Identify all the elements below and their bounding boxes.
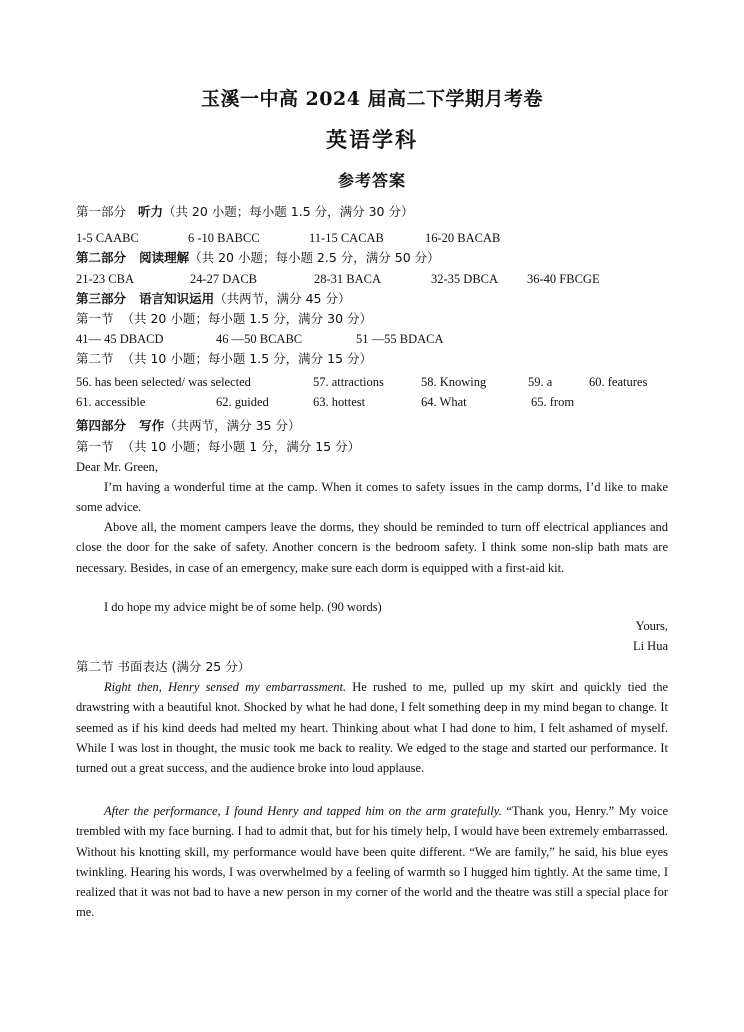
part3-heading [76,291,350,307]
part2-answer-group: 24-27 DACB [190,272,258,286]
essay-lead-sentence: Right then, Henry sensed my embarrassment. [104,680,347,694]
essay-body: “Thank you, Henry.” My voice trembled with my face burning. I had to admit that, but for his timely help, I would have been extremely embarrassed. Without his knotting skill, my performance would have been quite different. “We are family,” he said, his blue eyes twinkling. Hearing his words, I was overwhelmed by a feeling of warmth so I hugged him tightly. At the same time, I realized that it was not bad to have a new person in my corner of the world and the theatre was still a special place for me. [76,804,669,920]
grammar-answer: 63. hottest [313,395,366,409]
part1-label: 第一部分 [76,204,127,219]
part4-name: 写作 [139,418,165,433]
essay-paragraph [76,801,668,923]
grammar-answer: 65. from [531,395,575,409]
part3-section1-answer-group: 41— 45 DBACD [76,332,164,346]
part1-answer-group: 1-5 CAABC [76,231,139,245]
part2-answer-group: 32-35 DBCA [431,272,499,286]
subject-title: 英语学科 [326,127,418,152]
part4-label: 第四部分 [76,418,127,433]
grammar-answer: 60. features [589,375,648,389]
part3-section1-label: 第一节 [76,311,114,326]
part1-name: 听力 [137,204,163,219]
part1-answer-group: 16-20 BACAB [425,231,501,245]
letter-signature: Li Hua [632,639,668,653]
part2-label: 第二部分 [76,250,127,265]
letter-paragraph: Above all, the moment campers leave the dorms, they should be reminded to turn off electrical appliances and close the door for the sake of safety. Another concern is the bedroom safety. I think some non-slip bath mats are necessary. Besides, in case of an emergency, make sure each dorm is equipped with a first-aid kit. [76,520,668,575]
part3-section1-answer-group: 46 —50 BCABC [216,332,303,346]
part3-section1-heading [76,311,372,327]
letter-paragraph: I’m having a wonderful time at the camp. When it comes to safety issues in the camp dorms, I’d like to make some advice. [76,480,668,515]
grammar-answer: 61. accessible [76,395,146,409]
part1-answer-group: 11-15 CACAB [309,231,384,245]
part3-section1-answer-group: 51 —55 BDACA [356,332,444,346]
answer-key-title: 参考答案 [337,171,406,190]
part2-note: （共 20 小题；每小题 2.5 分，满分 50 分） [189,250,440,265]
letter-greeting: Dear Mr. Green, [76,460,158,474]
essay-body: He rushed to me, pulled up my skirt and quickly tied the drawstring with a beautiful knot. Shocked by what he had done, I felt something deep in my mind began to change. It seemed as if his kind deeds had melted my heart. Thinking about what I had done to him, I felt ashamed of myself. While I was lost in thought, the music took me back to reality. We edged to the stage and started our performance. It turned out a great success, and the audience broke into loud applause. [76,680,668,776]
part2-answer-group: 36-40 FBCGE [527,272,600,286]
essay-paragraph [76,677,668,778]
letter-closing: Yours, [635,619,668,633]
part4-section2-label: 第二节 [76,659,114,674]
grammar-answer: 59. a [528,375,553,389]
part3-note: （共两节，满分 45 分） [214,291,351,306]
part4-section1-note: （共 10 小题；每小题 1 分，满分 15 分） [121,439,361,454]
part4-heading [76,418,300,434]
exam-title: 玉溪一中高 2024 届高二下学期月考卷 [200,88,544,110]
part2-heading [76,250,440,266]
letter-paragraph: I do hope my advice might be of some help. (90 words) [104,600,382,614]
part2-answer-group: 21-23 CBA [76,272,134,286]
part4-section1-label: 第一节 [76,439,114,454]
part1-answer-group: 6 -10 BABCC [188,231,260,245]
grammar-answer: 56. has been selected/ was selected [76,375,251,389]
essay-lead-sentence: After the performance, I found Henry and tapped him on the arm gratefully. [104,804,502,818]
grammar-answer: 62. guided [216,395,269,409]
part3-section2-heading [76,351,372,367]
part4-section2-note: (满分 25 分） [171,659,251,674]
grammar-answer: 64. What [421,395,467,409]
grammar-answer: 58. Knowing [421,375,487,389]
part4-section2-name: 书面表达 [117,659,168,674]
part3-name: 语言知识运用 [139,291,215,306]
part3-section2-note: （共 10 小题；每小题 1.5 分，满分 15 分） [121,351,373,366]
part2-answer-group: 28-31 BACA [314,272,382,286]
part3-section2-label: 第二节 [76,351,114,366]
part1-heading [76,204,414,220]
part4-section1-heading [76,439,360,455]
part4-note: （共两节，满分 35 分） [164,418,301,433]
part3-label: 第三部分 [76,291,127,306]
part4-section2-heading [76,659,250,675]
part2-name: 阅读理解 [139,250,190,265]
part3-section1-note: （共 20 小题；每小题 1.5 分，满分 30 分） [121,311,373,326]
part1-note: （共 20 小题；每小题 1.5 分，满分 30 分） [162,204,414,219]
grammar-answer: 57. attractions [313,375,384,389]
